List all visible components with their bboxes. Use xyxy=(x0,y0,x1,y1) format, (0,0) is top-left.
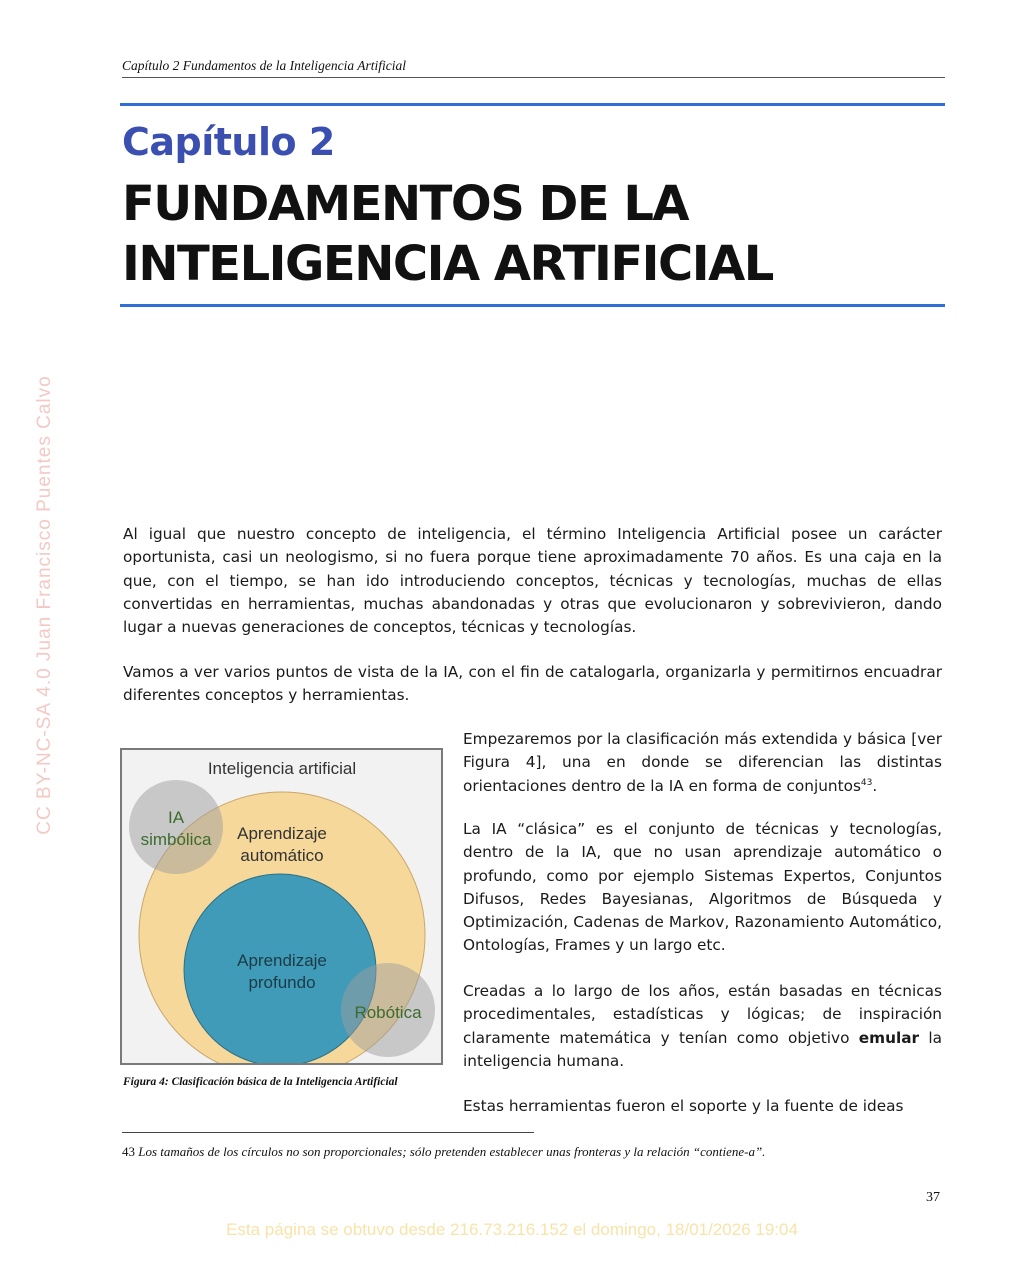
ml-label-2: automático xyxy=(240,846,324,865)
license-watermark-text: CC BY-NC-SA 4.0 Juan Francisco Puentes Calvo xyxy=(34,375,55,835)
paragraph-origins-after: la inteligencia humana. xyxy=(463,1028,942,1070)
figure-ai-classification xyxy=(120,748,443,1065)
footnote-rule xyxy=(122,1132,534,1133)
running-header: Capítulo 2 Fundamentos de la Inteligencia Artificial xyxy=(122,58,945,78)
footnote-number: 43 xyxy=(122,1144,135,1159)
paragraph-tools: Estas herramientas fueron el soporte y la fuente de ideas xyxy=(463,1097,904,1115)
ml-label-1: Aprendizaje xyxy=(237,824,327,843)
chapter-title xyxy=(122,174,942,294)
dl-label-1: Aprendizaje xyxy=(237,951,327,970)
footnote-text: Los tamaños de los círculos no son proporcionales; sólo pretenden establecer unas fronteras y la relación “contiene-a”. xyxy=(138,1144,766,1159)
symbolic-circle xyxy=(129,780,223,874)
symbolic-label-1: IA xyxy=(167,808,185,827)
symbolic-label-2: simbólica xyxy=(140,830,212,849)
paragraph-origins xyxy=(463,980,942,1073)
paragraph-viewpoints: Vamos a ver varios puntos de vista de la IA, con el fin de catalogarla, organizarla y permitirnos encuadrar diferentes conceptos y herramientas. xyxy=(123,663,942,705)
outer-label: Inteligencia artificial xyxy=(207,759,357,778)
paragraph-classification-end: . xyxy=(872,776,878,795)
chapter-rule-top xyxy=(120,103,945,106)
footnote-ref[interactable]: 43 xyxy=(860,777,873,788)
venn-diagram xyxy=(122,750,441,1063)
chapter-title-line-1: FUNDAMENTOS DE LA xyxy=(122,176,689,232)
emphasis-emular: emular xyxy=(858,1028,920,1047)
dl-label-2: profundo xyxy=(248,973,316,992)
page-number: 37 xyxy=(926,1190,940,1205)
download-watermark: Esta página se obtuvo desde 216.73.216.152 el domingo, 18/01/2026 19:04 xyxy=(226,1220,798,1239)
paragraph-classic-ai: La IA “clásica” es el conjunto de técnicas y tecnologías, dentro de la IA, que no usan aprendizaje automático o profundo, como por ejemplo Sistemas Expertos, Conjuntos Difusos, Redes Bayesianas, Algoritmos de Búsqueda y Optimización, Cadenas de Markov, Razonamiento Automático, Ontologías, Frames y un largo etc. xyxy=(463,820,942,955)
footnote-43 xyxy=(122,1144,942,1160)
figure-caption: Figura 4: Clasificación básica de la Inteligencia Artificial xyxy=(123,1076,398,1088)
chapter-number: Capítulo 2 xyxy=(122,120,335,164)
paragraph-intro: Al igual que nuestro concepto de inteligencia, el término Inteligencia Artificial posee un carácter oportunista, casi un neologismo, si no fuera porque tiene aproximadamente 70 años. Es una caja en la que, con el tiempo, se han ido introduciendo conceptos, técnicas y tecnologías, muchas de ellas convertidas en herramientas, muchas abandonadas y otras que evolucionaron y sobrevivieron, dando lugar a nuevas generaciones de conceptos, técnicas y tecnologías. xyxy=(123,525,942,637)
paragraph-classification-text: Empezaremos por la clasificación más extendida y básica [ver Figura 4], una en donde se diferencian las distintas orientaciones dentro de la IA en forma de conjuntos xyxy=(463,730,942,795)
paragraph-classification xyxy=(463,728,942,798)
paragraph-origins-before: Creadas a lo largo de los años, están basadas en técnicas procedimentales, estadísticas y lógicas; de inspiración claramente matemática y tenían como objetivo xyxy=(463,982,942,1047)
chapter-rule-bottom xyxy=(120,304,945,307)
chapter-title-line-2: INTELIGENCIA ARTIFICIAL xyxy=(122,236,773,292)
robotics-label: Robótica xyxy=(354,1003,422,1022)
